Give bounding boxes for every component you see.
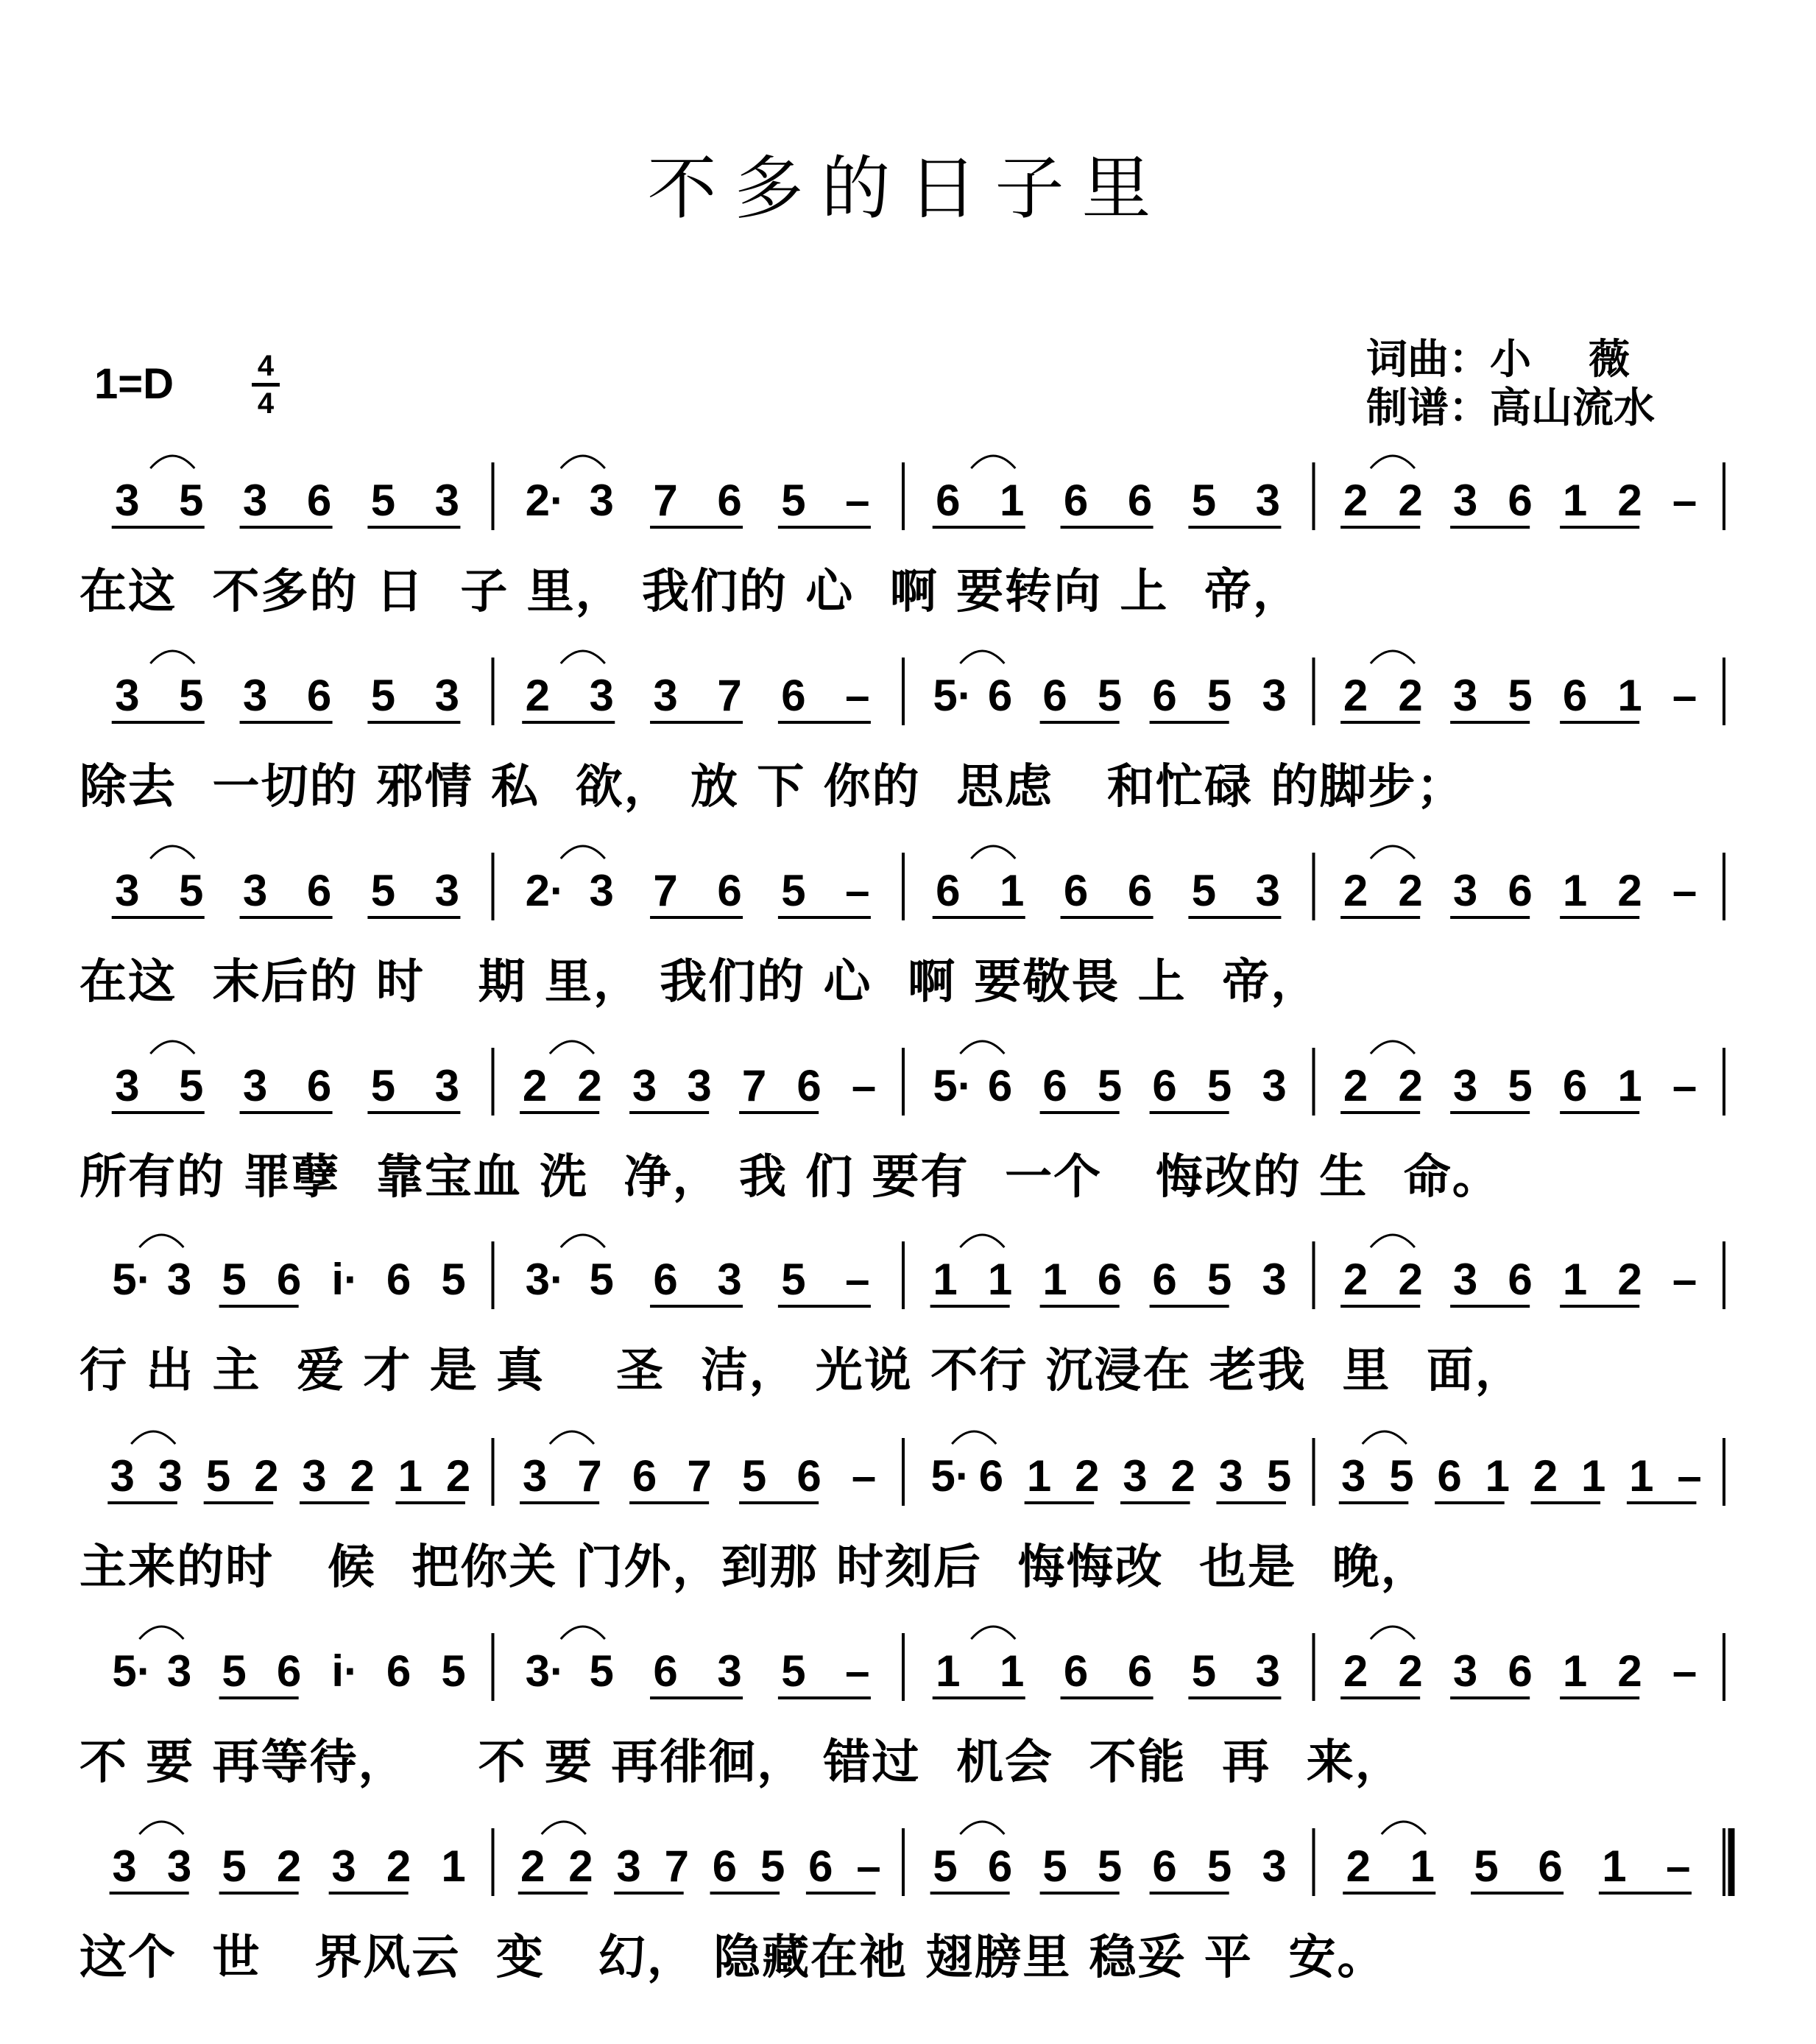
slur — [960, 1235, 1004, 1247]
slur — [952, 1431, 996, 1444]
note: 3 — [242, 671, 268, 720]
note: 5 — [781, 1646, 806, 1696]
note: 2 — [520, 1842, 545, 1891]
note: 3 — [166, 1255, 192, 1304]
note: 6 — [306, 1061, 332, 1110]
note: 2 — [525, 671, 550, 720]
lyric-line: 所有的 罪孽 靠宝血 洗 净， 我 们 要有 一个 悔改的 生 命。 — [80, 1150, 1501, 1205]
note: 2 — [1398, 866, 1423, 915]
note: 6 — [306, 671, 332, 720]
note: 7 — [653, 866, 678, 915]
note: 2 — [1343, 671, 1368, 720]
credit-lyrics-music: 词曲：小 薇 — [1366, 336, 1630, 384]
note: 6 — [717, 476, 742, 525]
note: 6 — [1508, 1646, 1533, 1696]
slur — [561, 846, 605, 859]
note: 1 — [441, 1842, 466, 1891]
note: 3 — [242, 1061, 268, 1110]
slur — [960, 1041, 1004, 1054]
slur — [971, 846, 1015, 859]
note: 3 — [331, 1842, 356, 1891]
key-signature: 1=D — [94, 360, 174, 408]
note: 1 — [1580, 1451, 1606, 1501]
note: 6 — [781, 671, 806, 720]
note: 3 — [434, 476, 460, 525]
slur — [150, 651, 194, 663]
note: 5· — [933, 1061, 972, 1110]
note: – — [845, 1646, 870, 1696]
note: 3 — [1452, 671, 1478, 720]
note: – — [1672, 1061, 1697, 1110]
note: 3 — [1218, 1451, 1244, 1501]
note: 5 — [178, 866, 204, 915]
slur — [550, 1041, 594, 1054]
slur — [139, 1822, 183, 1834]
note: 1 — [1485, 1451, 1510, 1501]
slur — [971, 1627, 1015, 1639]
note: 6 — [386, 1646, 411, 1696]
note: i· — [331, 1255, 359, 1304]
note: – — [1672, 866, 1697, 915]
note: 5 — [222, 1842, 247, 1891]
note: 2· — [525, 866, 565, 915]
note: 3 — [1452, 476, 1478, 525]
note: – — [851, 1061, 877, 1110]
note: 5 — [781, 866, 806, 915]
note: – — [1672, 671, 1697, 720]
note: 2 — [568, 1842, 593, 1891]
note: 3 — [1262, 1842, 1287, 1891]
note: 3 — [632, 1061, 657, 1110]
note: 5 — [178, 671, 204, 720]
slur — [150, 846, 194, 859]
note: 5 — [1474, 1842, 1499, 1891]
lyric-line: 在这 末后的 时 期 里， 我们的 心 啊 要敬畏 上 帝， — [80, 955, 1320, 1009]
note: 2 — [386, 1842, 411, 1891]
note: 6 — [1508, 866, 1533, 915]
lyric-line: 这个 世 界风云 变 幻， 隐藏在祂 翅膀里 稳妥 平 安。 — [80, 1931, 1386, 1985]
note: 2 — [1075, 1451, 1100, 1501]
note: 6 — [796, 1451, 822, 1501]
note: 1 — [1602, 1842, 1627, 1891]
note: – — [1672, 476, 1697, 525]
note: 2 — [1343, 1255, 1368, 1304]
note: 6 — [987, 1842, 1013, 1891]
note: 6 — [653, 1646, 678, 1696]
note: 1 — [987, 1255, 1013, 1304]
note: 3 — [687, 1061, 712, 1110]
note: 2 — [1346, 1842, 1371, 1891]
note: 1 — [933, 1255, 958, 1304]
note: 2 — [1398, 671, 1423, 720]
note: 5 — [222, 1255, 247, 1304]
note: 2 — [1343, 1646, 1368, 1696]
note: 7 — [653, 476, 678, 525]
note: 1 — [1410, 1842, 1435, 1891]
note: 6 — [306, 476, 332, 525]
note: 3 — [112, 1842, 137, 1891]
slur — [1371, 1627, 1415, 1639]
note: 5 — [1206, 671, 1232, 720]
note: – — [856, 1842, 881, 1891]
system-2 — [0, 644, 1816, 821]
system-5 — [0, 1228, 1816, 1405]
time-signature-bottom: 4 — [257, 387, 275, 420]
note: 1 — [1562, 1255, 1588, 1304]
note: 2 — [1617, 866, 1642, 915]
note: 6 — [1562, 1061, 1588, 1110]
note: 6 — [978, 1451, 1004, 1501]
note: 3 — [302, 1451, 327, 1501]
note: 1 — [1562, 866, 1588, 915]
note: 5 — [441, 1646, 466, 1696]
note: 7 — [741, 1061, 767, 1110]
note: 3 — [589, 671, 614, 720]
note: 2 — [276, 1842, 302, 1891]
note: 1 — [936, 1646, 961, 1696]
note: 3 — [589, 866, 614, 915]
note: 6 — [1152, 671, 1177, 720]
slur — [1382, 1822, 1426, 1834]
note: 6 — [653, 1255, 678, 1304]
note: 2 — [1398, 1646, 1423, 1696]
note: 5 — [441, 1255, 466, 1304]
note: 3 — [1255, 476, 1281, 525]
note: 3 — [1452, 1061, 1478, 1110]
lyric-line: 行 出 主 爱 才 是 真 圣 洁， 光说 不行 沉浸在 老我 里 面， — [80, 1344, 1524, 1398]
note: 2 — [522, 1061, 548, 1110]
note: 6 — [936, 476, 961, 525]
note: 5 — [370, 671, 396, 720]
note: 6 — [1127, 866, 1153, 915]
system-8 — [0, 1815, 1816, 1992]
slur — [150, 1041, 194, 1054]
note: 5 — [1191, 476, 1217, 525]
slur — [971, 456, 1015, 468]
note: 3 — [1262, 1061, 1287, 1110]
note: 1 — [1629, 1451, 1654, 1501]
note: 3 — [1255, 1646, 1281, 1696]
note: 3 — [115, 1061, 140, 1110]
note: – — [1672, 1255, 1697, 1304]
note: 5 — [178, 1061, 204, 1110]
note: 5 — [589, 1646, 614, 1696]
note: 5· — [933, 671, 972, 720]
system-6 — [0, 1425, 1816, 1601]
note: 5 — [1097, 671, 1123, 720]
note: 2 — [445, 1451, 471, 1501]
note: 3 — [1262, 1255, 1287, 1304]
note: 6 — [1042, 1061, 1067, 1110]
note: 2 — [1343, 476, 1368, 525]
note: 6 — [712, 1842, 738, 1891]
note: 7 — [717, 671, 742, 720]
note: 6 — [1152, 1061, 1177, 1110]
note: 1 — [398, 1451, 423, 1501]
note: – — [845, 476, 870, 525]
slur — [960, 651, 1004, 663]
note: 2 — [1398, 1061, 1423, 1110]
note: 5 — [1389, 1451, 1414, 1501]
note: 3 — [1123, 1451, 1148, 1501]
slur — [1371, 846, 1415, 859]
note: 5 — [1508, 671, 1533, 720]
note: 5 — [370, 866, 396, 915]
note: 6 — [1508, 476, 1533, 525]
note: 2 — [577, 1061, 602, 1110]
note: 1 — [999, 1646, 1025, 1696]
note: 3 — [1452, 1255, 1478, 1304]
note: 2 — [350, 1451, 375, 1501]
note: 2· — [525, 476, 565, 525]
note: 6 — [1152, 1255, 1177, 1304]
note: 3 — [115, 671, 140, 720]
note: 3· — [525, 1255, 565, 1304]
note: 5 — [1206, 1255, 1232, 1304]
note: 6 — [717, 866, 742, 915]
note: 1 — [1617, 1061, 1642, 1110]
note: 6 — [987, 1061, 1013, 1110]
note: 6 — [386, 1255, 411, 1304]
slur — [131, 1431, 175, 1444]
slur — [1363, 1431, 1407, 1444]
time-signature — [249, 349, 283, 420]
note: 2 — [1170, 1451, 1195, 1501]
note: 6 — [1063, 1646, 1089, 1696]
slur — [139, 1235, 183, 1247]
note: 3 — [166, 1842, 192, 1891]
note: 3 — [115, 866, 140, 915]
note: 1 — [1026, 1451, 1052, 1501]
note: 6 — [796, 1061, 822, 1110]
note: 3 — [589, 476, 614, 525]
note: 2 — [1343, 866, 1368, 915]
note: 5 — [370, 476, 396, 525]
note: 3 — [434, 866, 460, 915]
note: 1 — [999, 866, 1025, 915]
note: 3 — [1452, 866, 1478, 915]
note: 5 — [1097, 1842, 1123, 1891]
note: 3 — [1341, 1451, 1366, 1501]
note: 5 — [781, 476, 806, 525]
note: 6 — [1437, 1451, 1462, 1501]
note: 1 — [1617, 671, 1642, 720]
credit-arranged: 制谱：高山流水 — [1366, 384, 1655, 432]
slur — [150, 456, 194, 468]
system-4 — [0, 1035, 1816, 1211]
note: 3 — [616, 1842, 641, 1891]
note: – — [845, 671, 870, 720]
note: 6 — [1063, 866, 1089, 915]
note: 6 — [808, 1842, 833, 1891]
note: – — [845, 1255, 870, 1304]
note: 5 — [1206, 1842, 1232, 1891]
time-signature-top: 4 — [257, 350, 275, 382]
slur — [1371, 651, 1415, 663]
note: 6 — [1042, 671, 1067, 720]
note: 6 — [1097, 1255, 1123, 1304]
lyric-line: 除去 一切的 邪情 私 欲， 放 下 你的 思虑 和忙碌 的脚步； — [80, 760, 1466, 814]
note: 5 — [1191, 866, 1217, 915]
note: 5 — [933, 1842, 958, 1891]
note: 2 — [1617, 1255, 1642, 1304]
system-1 — [0, 449, 1816, 626]
note: 3 — [110, 1451, 135, 1501]
note: 5 — [589, 1255, 614, 1304]
note: 3 — [717, 1255, 742, 1304]
note: – — [851, 1451, 877, 1501]
note: 3 — [434, 671, 460, 720]
note: 7 — [687, 1451, 712, 1501]
note: i· — [331, 1646, 359, 1696]
note: 7 — [664, 1842, 689, 1891]
system-7 — [0, 1620, 1816, 1797]
note: 2 — [1398, 1255, 1423, 1304]
note: 3 — [166, 1646, 192, 1696]
note: 6 — [1508, 1255, 1533, 1304]
note: 6 — [1152, 1842, 1177, 1891]
note: 5 — [1206, 1061, 1232, 1110]
note: 2 — [1398, 476, 1423, 525]
note: 3 — [242, 866, 268, 915]
note: 3 — [434, 1061, 460, 1110]
note: 5 — [178, 476, 204, 525]
note: 5 — [1191, 1646, 1217, 1696]
note: 6 — [1538, 1842, 1563, 1891]
note: 1 — [1562, 476, 1588, 525]
note: 2 — [254, 1451, 279, 1501]
note: 3 — [115, 476, 140, 525]
note: 6 — [1127, 1646, 1153, 1696]
note: 5 — [760, 1842, 785, 1891]
note: 5· — [930, 1451, 970, 1501]
slur — [561, 651, 605, 663]
note: 5 — [781, 1255, 806, 1304]
note: 1 — [999, 476, 1025, 525]
note: 2 — [1533, 1451, 1558, 1501]
note: 2 — [1617, 1646, 1642, 1696]
note: – — [1677, 1451, 1702, 1501]
note: 5· — [112, 1646, 152, 1696]
note: 3· — [525, 1646, 565, 1696]
slur — [1371, 1041, 1415, 1054]
slur — [561, 456, 605, 468]
note: 3 — [717, 1646, 742, 1696]
note: 6 — [306, 866, 332, 915]
note: 3 — [653, 671, 678, 720]
note: 5 — [741, 1451, 767, 1501]
note: 2 — [1617, 476, 1642, 525]
note: 5 — [1266, 1451, 1292, 1501]
system-3 — [0, 839, 1816, 1016]
lyric-line: 主来的时 候 把你关 门外，到那 时刻后 悔悔改 也是 晚， — [80, 1540, 1430, 1595]
note: 6 — [936, 866, 961, 915]
note: – — [1672, 1646, 1697, 1696]
song-title: 不多的日子里 — [647, 149, 1169, 229]
note: 5 — [370, 1061, 396, 1110]
note: 5 — [1508, 1061, 1533, 1110]
note: 6 — [987, 671, 1013, 720]
note: 3 — [1255, 866, 1281, 915]
note: 5· — [112, 1255, 152, 1304]
note: 6 — [1063, 476, 1089, 525]
slur — [561, 1627, 605, 1639]
note: 6 — [276, 1255, 302, 1304]
lyric-line: 在这 不多的 日 子 里， 我们的 心 啊 要转向 上 帝， — [80, 565, 1301, 619]
note: 3 — [242, 476, 268, 525]
note: 1 — [1042, 1255, 1067, 1304]
note: – — [1666, 1842, 1691, 1891]
note: 3 — [1262, 671, 1287, 720]
note: 5 — [222, 1646, 247, 1696]
slur — [1371, 1235, 1415, 1247]
note: 2 — [1343, 1061, 1368, 1110]
slur — [542, 1822, 586, 1834]
note: 5 — [1097, 1061, 1123, 1110]
slur — [960, 1822, 1004, 1834]
note: 6 — [276, 1646, 302, 1696]
slur — [1371, 456, 1415, 468]
note: 3 — [522, 1451, 548, 1501]
note: 1 — [1562, 1646, 1588, 1696]
credits — [1366, 336, 1655, 433]
note: 7 — [577, 1451, 602, 1501]
note: 6 — [1562, 671, 1588, 720]
note: 5 — [1042, 1842, 1067, 1891]
slur — [561, 1235, 605, 1247]
note: 3 — [158, 1451, 183, 1501]
note: – — [845, 866, 870, 915]
note: 6 — [632, 1451, 657, 1501]
slur — [550, 1431, 594, 1444]
note: 5 — [205, 1451, 231, 1501]
note: 3 — [1452, 1646, 1478, 1696]
slur — [139, 1627, 183, 1639]
note: 6 — [1127, 476, 1153, 525]
lyric-line: 不 要 再等待， 不 要 再徘徊， 错过 机会 不能 再 来， — [80, 1735, 1404, 1790]
